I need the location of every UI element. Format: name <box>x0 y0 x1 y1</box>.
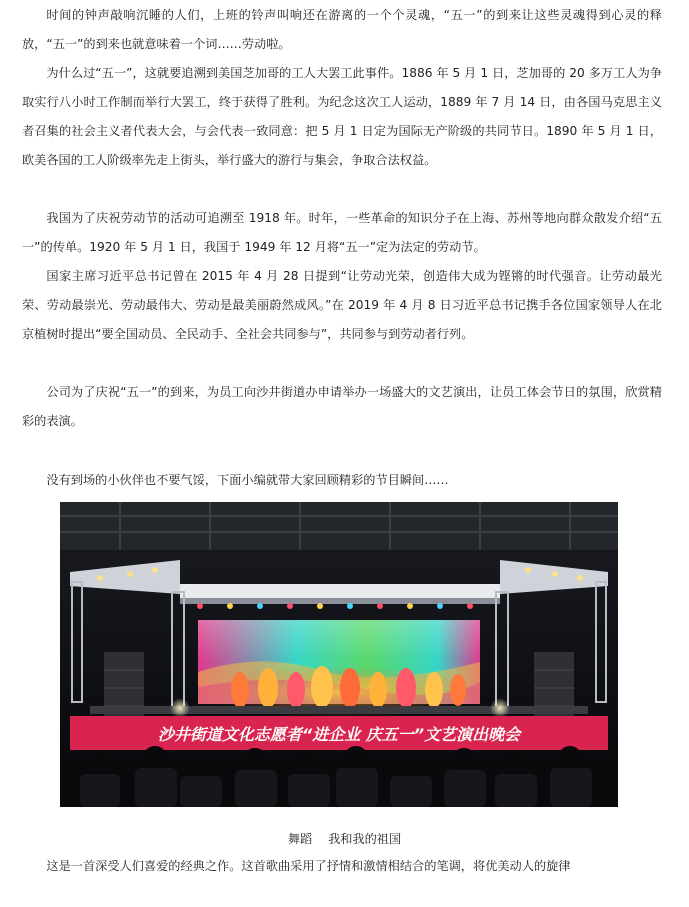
caption-title: 我和我的祖国 <box>328 832 402 846</box>
paragraph-china-history: 我国为了庆祝劳动节的活动可追溯至 1918 年。时年，一些革命的知识分子在上海、苏州等地向群众散发介绍“五一”的传单。1920 年 5 月 1 日，我国于 1949 年 12 月将“五一”定为法定的劳动节。 <box>22 211 662 254</box>
paragraph-xi-quote: 国家主席习近平总书记曾在 2015 年 4 月 28 日提到“让劳动光荣，创造伟大成为铿锵的时代强音。让劳动最光荣、劳动最崇光、劳动最伟大、劳动是最美丽蔚然成风。”在 2019 年 4 月 8 日习近平总书记携手各位国家领导人在北京植树时提出“要全国动员、全民动手、全社会共同参与”，共同参与到劳动者行列。 <box>22 269 662 341</box>
paragraph-company-event: 公司为了庆祝“五一”的到来，为员工向沙井街道办申请举办一场盛大的文艺演出，让员工体会节日的氛围，欣赏精彩的表演。 <box>22 385 662 428</box>
banner-text: 沙井街道文化志愿者“进企业 庆五一”文艺演出晚会 <box>157 725 521 744</box>
paragraph-history: 为什么过“五一”，这就要追溯到美国芝加哥的工人大罢工此事件。1886 年 5 月 1 日，芝加哥的 20 多万工人为争取实行八小时工作制而举行大罢工，终于获得了胜利。为纪念这次工人运动，1889 年 7 月 14 日，由各国马克思主义者召集的社会主义者代表大会，与会代表一致同意：把 5 月 1 日定为国际无产阶级的共同节日。1890 年 5 月 1 日，欧美各国的工人阶级率先走上街头，举行盛大的游行与集会，争取合法权益。 <box>22 66 662 167</box>
caption-genre: 舞蹈 <box>287 832 313 846</box>
photo-caption <box>0 829 689 849</box>
paragraph-song-description: 这是一首深受人们喜爱的经典之作。这首歌曲采用了抒情和激情相结合的笔调，将优美动人的旋律 <box>46 859 571 873</box>
paragraph-review-intro: 没有到场的小伙伴也不要气馁，下面小编就带大家回顾精彩的节目瞬间…… <box>46 473 449 487</box>
paragraph-intro: 时间的钟声敲响沉睡的人们，上班的铃声叫响还在游离的一个个灵魂，“五一”的到来让这些灵魂得到心灵的释放，“五一”的到来也就意味着一个词……劳动啦。 <box>22 8 662 51</box>
stage-performance-photo <box>60 502 618 807</box>
